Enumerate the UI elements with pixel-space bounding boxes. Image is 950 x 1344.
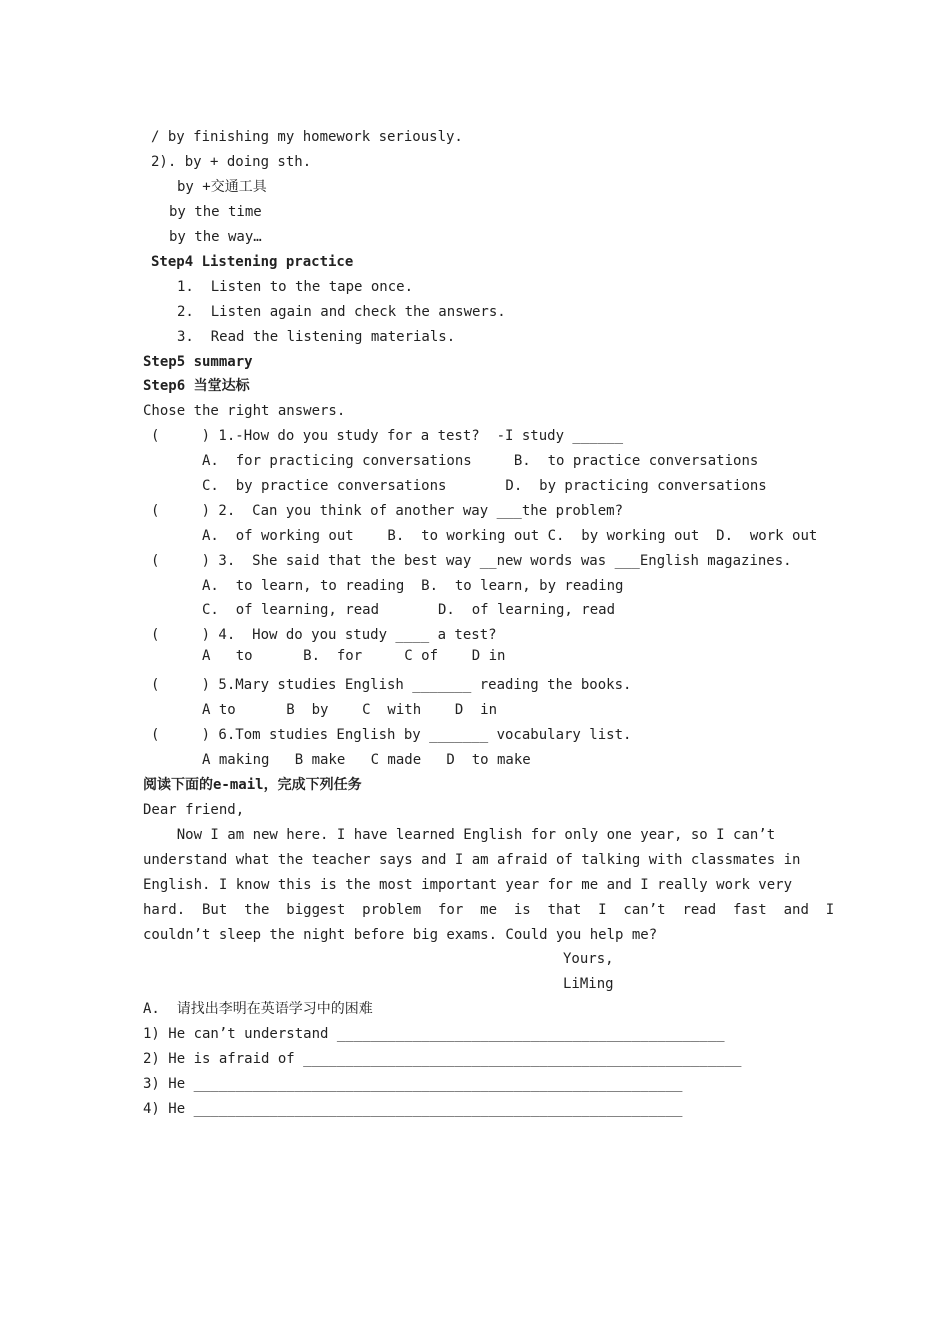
grammar-line-1: / by finishing my homework seriously. bbox=[151, 129, 463, 145]
email-body-line-1: Now I am new here. I have learned English for only one year, so I can’t bbox=[143, 827, 776, 843]
email-body-line-2: understand what the teacher says and I am afraid of talking with classmates in bbox=[143, 852, 801, 868]
task-item-3: 3) He __________________________________________________________ bbox=[143, 1076, 683, 1092]
question-1-options-b: C. by practice conversations D. by practicing conversations bbox=[202, 478, 767, 494]
grammar-line-5: by the way… bbox=[169, 229, 262, 245]
question-6-stem: ( ) 6.Tom studies English by _______ vocabulary list. bbox=[151, 727, 632, 743]
question-4-options: A to B. for C of D in bbox=[202, 648, 506, 664]
step5-heading: Step5 summary bbox=[143, 354, 253, 370]
step6-heading: Step6 当堂达标 bbox=[143, 378, 250, 394]
task-item-2: 2) He is afraid of ____________________________________________________ bbox=[143, 1051, 742, 1067]
grammar-line-3: by +交通工具 bbox=[177, 179, 267, 195]
question-3-options-b: C. of learning, read D. of learning, read bbox=[202, 602, 616, 618]
question-2-stem: ( ) 2. Can you think of another way ___the problem? bbox=[151, 503, 624, 519]
email-salutation: Dear friend, bbox=[143, 802, 245, 818]
question-5-options: A to B by C with D in bbox=[202, 702, 498, 718]
task-item-4: 4) He __________________________________________________________ bbox=[143, 1101, 683, 1117]
question-2-options: A. of working out B. to working out C. by working out D. work out bbox=[202, 528, 818, 544]
grammar-line-4: by the time bbox=[169, 204, 262, 220]
step4-heading: Step4 Listening practice bbox=[151, 254, 354, 270]
question-3-options-a: A. to learn, to reading B. to learn, by reading bbox=[202, 578, 624, 594]
grammar-line-2: 2). by + doing sth. bbox=[151, 154, 312, 170]
step4-item-2: 2. Listen again and check the answers. bbox=[177, 304, 506, 320]
step6-instruction: Chose the right answers. bbox=[143, 403, 346, 419]
email-body-line-5: couldn’t sleep the night before big exams. Could you help me? bbox=[143, 927, 658, 943]
task-item-1: 1) He can’t understand ______________________________________________ bbox=[143, 1026, 725, 1042]
question-1-stem: ( ) 1.-How do you study for a test? -I study ______ bbox=[151, 428, 624, 444]
question-1-options-a: A. for practicing conversations B. to practice conversations bbox=[202, 453, 759, 469]
step4-item-3: 3. Read the listening materials. bbox=[177, 329, 456, 345]
email-body-line-3: English. I know this is the most important year for me and I really work very bbox=[143, 877, 793, 893]
email-body-line-4: hard. But the biggest problem for me is that I can’t read fast and I bbox=[143, 902, 835, 918]
question-4-stem: ( ) 4. How do you study ____ a test? bbox=[151, 627, 497, 643]
question-3-stem: ( ) 3. She said that the best way __new words was ___English magazines. bbox=[151, 553, 792, 569]
email-signature: LiMing bbox=[563, 976, 614, 992]
question-5-stem: ( ) 5.Mary studies English _______ reading the books. bbox=[151, 677, 632, 693]
step4-item-1: 1. Listen to the tape once. bbox=[177, 279, 414, 295]
task-heading: A. 请找出李明在英语学习中的困难 bbox=[143, 1001, 373, 1017]
reading-heading: 阅读下面的e-mail，完成下列任务 bbox=[143, 777, 362, 793]
email-closing: Yours, bbox=[563, 951, 614, 967]
question-6-options: A making B make C made D to make bbox=[202, 752, 531, 768]
